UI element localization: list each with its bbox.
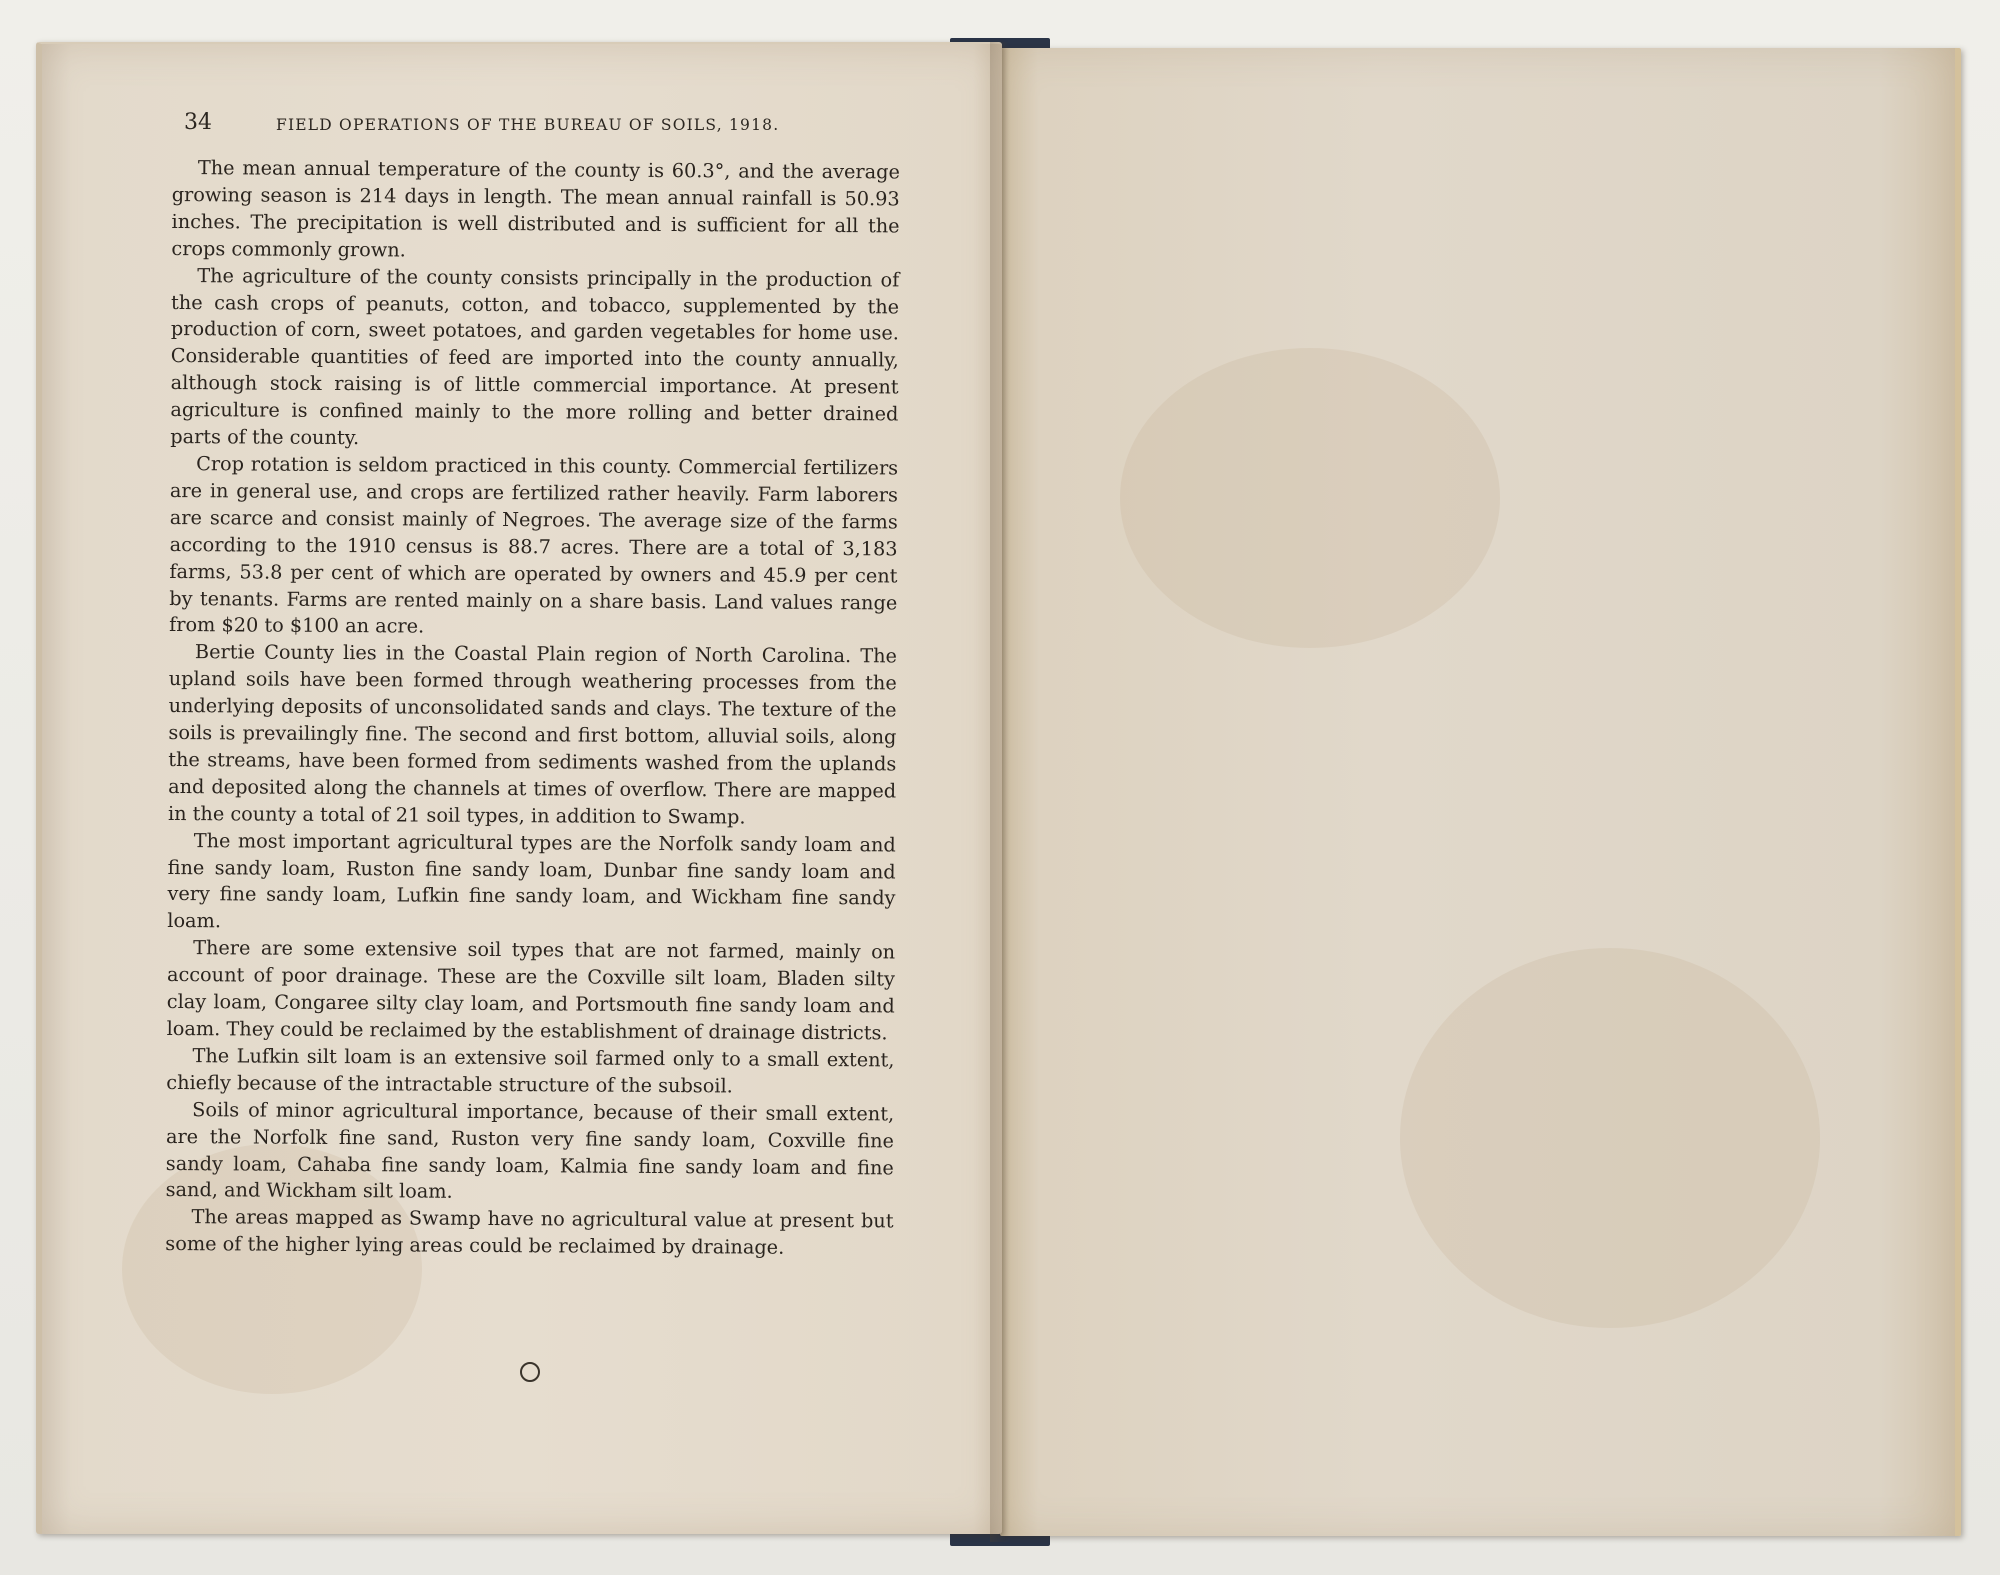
page-number: 34 — [184, 110, 212, 135]
body-text — [165, 155, 900, 1263]
right-page-blank — [1000, 48, 1961, 1536]
end-circle-mark — [520, 1362, 540, 1382]
running-head: FIELD OPERATIONS OF THE BUREAU OF SOILS, 1918. — [276, 116, 780, 134]
paragraph-lufkin: The Lufkin silt loam is an extensive soil farmed only to a small extent, chiefly because of the intractable structure of the subsoil. — [166, 1044, 895, 1098]
gutter-shadow — [990, 42, 1010, 1542]
paragraph-minor-soils: Soils of minor agricultural importance, because of their small extent, are the Norfolk fine sand, Ruston very fine sandy loam, Coxville fine sandy loam, Cahaba fine sandy loam, Kalmia fine sandy loam and fine sand, and Wickham silt loam. — [165, 1097, 895, 1204]
paper-stain — [1400, 948, 1820, 1328]
paragraph-agriculture: The agriculture of the county consists principally in the production of the cash crops of peanuts, cotton, and tobacco, supplemented by the production of corn, sweet potatoes, and garden vegetables for home use. Considerable quantities of feed are imported into the county annually, although stock raising is of little commercial importance. At present agriculture is confined mainly to the more rolling and better drained parts of the county. — [170, 263, 900, 450]
paragraph-climate: The mean annual temperature of the county is 60.3°, and the average growing season is 214 days in length. The mean annual rainfall is 50.93 inches. The precipitation is well distributed and is sufficient for all the crops commonly grown. — [171, 156, 900, 262]
paragraph-swamp: The areas mapped as Swamp have no agricultural value at present but some of the higher lying areas could be reclaimed by drainage. — [165, 1205, 894, 1260]
paper-stain — [1120, 348, 1500, 648]
paragraph-important-types: The most important agricultural types are the Norfolk sandy loam and fine sandy loam, Ruston fine sandy loam, Dunbar fine sandy loam and very fine sandy loam, Lufkin fine sandy loam, and Wickham fine sandy loam. — [167, 828, 896, 933]
paragraph-crop-rotation: Crop rotation is seldom practiced in this county. Commercial fertilizers are in general use, and crops are fertilized rather heavily. Farm laborers are scarce and consist mainly of Negroes. The average size of the farms according to the 1910 census is 88.7 acres. There are a total of 3,183 farms, 53.8 per cent of which are operated by owners and 45.9 per cent by tenants. Farms are rented mainly on a share basis. Land values range from $20 to $100 an acre. — [169, 452, 899, 638]
paragraph-soils-origin: Bertie County lies in the Coastal Plain region of North Carolina. The upland soils have been formed through weathering processes from the underlying deposits of unconsolidated sands and clays. The texture of the soils is prevailingly fine. The second and first bottom, alluvial soils, along the streams, have been formed from sediments washed from the uplands and deposited along the channels at times of overflow. There are mapped in the county a total of 21 soil types, in addition to Swamp. — [167, 640, 898, 829]
paragraph-unfarmed-types: There are some extensive soil types that are not farmed, mainly on account of poor drainage. These are the Coxville silt loam, Bladen silty clay loam, Congaree silty clay loam, and Portsmouth fine sandy loam and loam. They could be reclaimed by the establishment of drainage districts. — [166, 936, 896, 1045]
